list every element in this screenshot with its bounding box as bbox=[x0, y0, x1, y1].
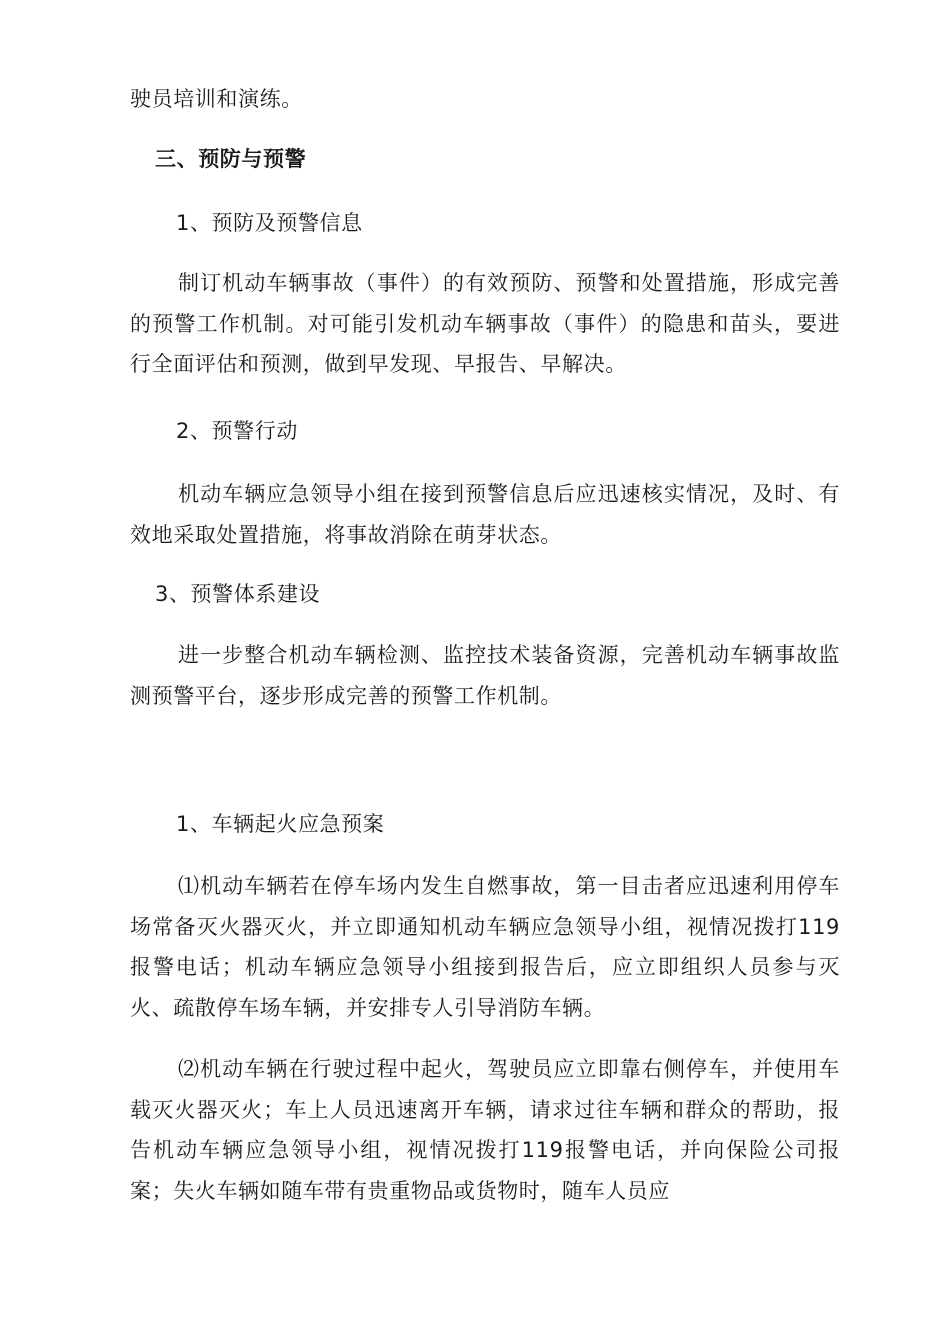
paragraph: 进一步整合机动车辆检测、监控技术装备资源，完善机动车辆事故监测预警平台，逐步形成完善的预警工作机制。 bbox=[130, 643, 840, 708]
paragraph: ⑴机动车辆若在停车场内发生自燃事故，第一目击者应迅速利用停车场常备灭火器灭火，并立即通知机动车辆应急领导小组，视情况拨打119报警电话；机动车辆应急领导小组接到报告后，应立即组织人员参与灭火、疏散停车场车辆，并安排专人引导消防车辆。 bbox=[130, 874, 840, 1020]
paragraph: 机动车辆应急领导小组在接到预警信息后应迅速核实情况，及时、有效地采取处置措施，将事故消除在萌芽状态。 bbox=[130, 482, 840, 547]
subsection-heading: 2、预警行动 bbox=[176, 419, 298, 443]
paragraph: 制订机动车辆事故（事件）的有效预防、预警和处置措施，形成完善的预警工作机制。对可能引发机动车辆事故（事件）的隐患和苗头，要进行全面评估和预测，做到早发现、早报告、早解决。 bbox=[130, 271, 840, 376]
subsection-heading: 1、车辆起火应急预案 bbox=[176, 812, 385, 836]
paragraph: ⑵机动车辆在行驶过程中起火，驾驶员应立即靠右侧停车，并使用车载灭火器灭火；车上人员迅速离开车辆，请求过往车辆和群众的帮助，报告机动车辆应急领导小组，视情况拨打119报警电话，并向保险公司报案；失火车辆如随车带有贵重物品或货物时，随车人员应 bbox=[130, 1057, 840, 1203]
subsection-heading: 3、预警体系建设 bbox=[155, 582, 321, 606]
subsection-heading: 1、预防及预警信息 bbox=[176, 211, 363, 235]
paragraph-fragment: 驶员培训和演练。 bbox=[130, 87, 303, 111]
section-heading: 三、预防与预警 bbox=[155, 147, 307, 171]
